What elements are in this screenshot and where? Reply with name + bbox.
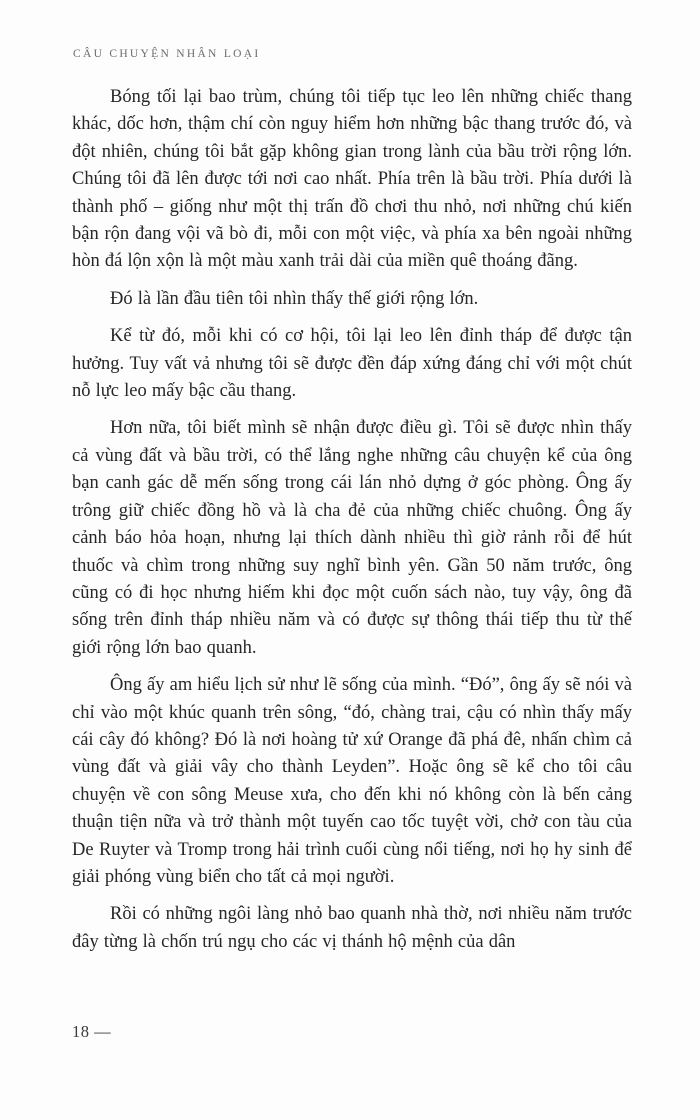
paragraph: Bóng tối lại bao trùm, chúng tôi tiếp tục leo lên những chiếc thang khác, dốc hơn, thậm chí còn nguy hiểm hơn những bậc thang trước đó, và đột nhiên, chúng tôi bắt gặp không gian trong lành của bầu trời rộng lớn. Chúng tôi đã lên được tới nơi cao nhất. Phía trên là bầu trời. Phía dưới là thành phố – giống như một thị trấn đồ chơi thu nhỏ, nơi những chú kiến bận rộn đang vội vã bò đi, mỗi con một việc, và phía xa bên ngoài những hòn đá lộn xộn là một màu xanh trải dài của miền quê thoáng đãng.	[72, 87, 632, 272]
paragraph: Kể từ đó, mỗi khi có cơ hội, tôi lại leo lên đỉnh tháp để được tận hưởng. Tuy vất vả nhưng tôi sẽ được đền đáp xứng đáng chỉ với một chút nỗ lực leo mấy bậc cầu thang.	[72, 326, 632, 402]
paragraph: Ông ấy am hiểu lịch sử như lẽ sống của mình. “Đó”, ông ấy sẽ nói và chỉ vào một khúc quanh trên sông, “đó, chàng trai, cậu có nhìn thấy mấy cái cây đó không? Đó là nơi hoàng tử xứ Orange đã phá đê, nhấn chìm cả vùng đất và giải vây cho thành Leyden”. Hoặc ông sẽ kể cho tôi câu chuyện về con sông Meuse xưa, cho đến khi nó không còn là bến cảng thuận tiện nữa và trở thành một tuyến cao tốc tuyệt vời, chở con tàu của De Ruyter và Tromp trong hải trình cuối cùng nổi tiếng, nơi họ hy sinh để giải phóng vùng biển cho tất cả mọi người.	[72, 675, 632, 887]
page-body	[72, 84, 632, 966]
running-header: CÂU CHUYỆN NHÂN LOẠI	[73, 48, 261, 60]
paragraph: Đó là lần đầu tiên tôi nhìn thấy thế giới rộng lớn.	[110, 288, 479, 309]
page-number: 18 —	[72, 1022, 112, 1041]
paragraph: Rồi có những ngôi làng nhỏ bao quanh nhà thờ, nơi nhiều năm trước đây từng là chốn trú ngụ cho các vị thánh hộ mệnh của dân	[72, 904, 632, 952]
paragraph: Hơn nữa, tôi biết mình sẽ nhận được điều gì. Tôi sẽ được nhìn thấy cả vùng đất và bầu trời, có thể lắng nghe những câu chuyện kể của ông bạn canh gác dễ mến sống trong cái lán nhỏ dựng ở góc phòng. Ông ấy trông giữ chiếc đồng hồ và là cha đẻ của những chiếc chuông. Ông ấy cảnh báo hỏa hoạn, nhưng lại thích dành nhiều thì giờ rảnh rỗi để hút thuốc và chìm trong những suy nghĩ bình yên. Gần 50 năm trước, ông cũng có đi học nhưng hiếm khi đọc một cuốn sách nào, tuy vậy, ông đã sống trên đỉnh tháp nhiều năm và có được sự thông thái tiếp thu từ thế giới rộng lớn bao quanh.	[72, 418, 632, 658]
